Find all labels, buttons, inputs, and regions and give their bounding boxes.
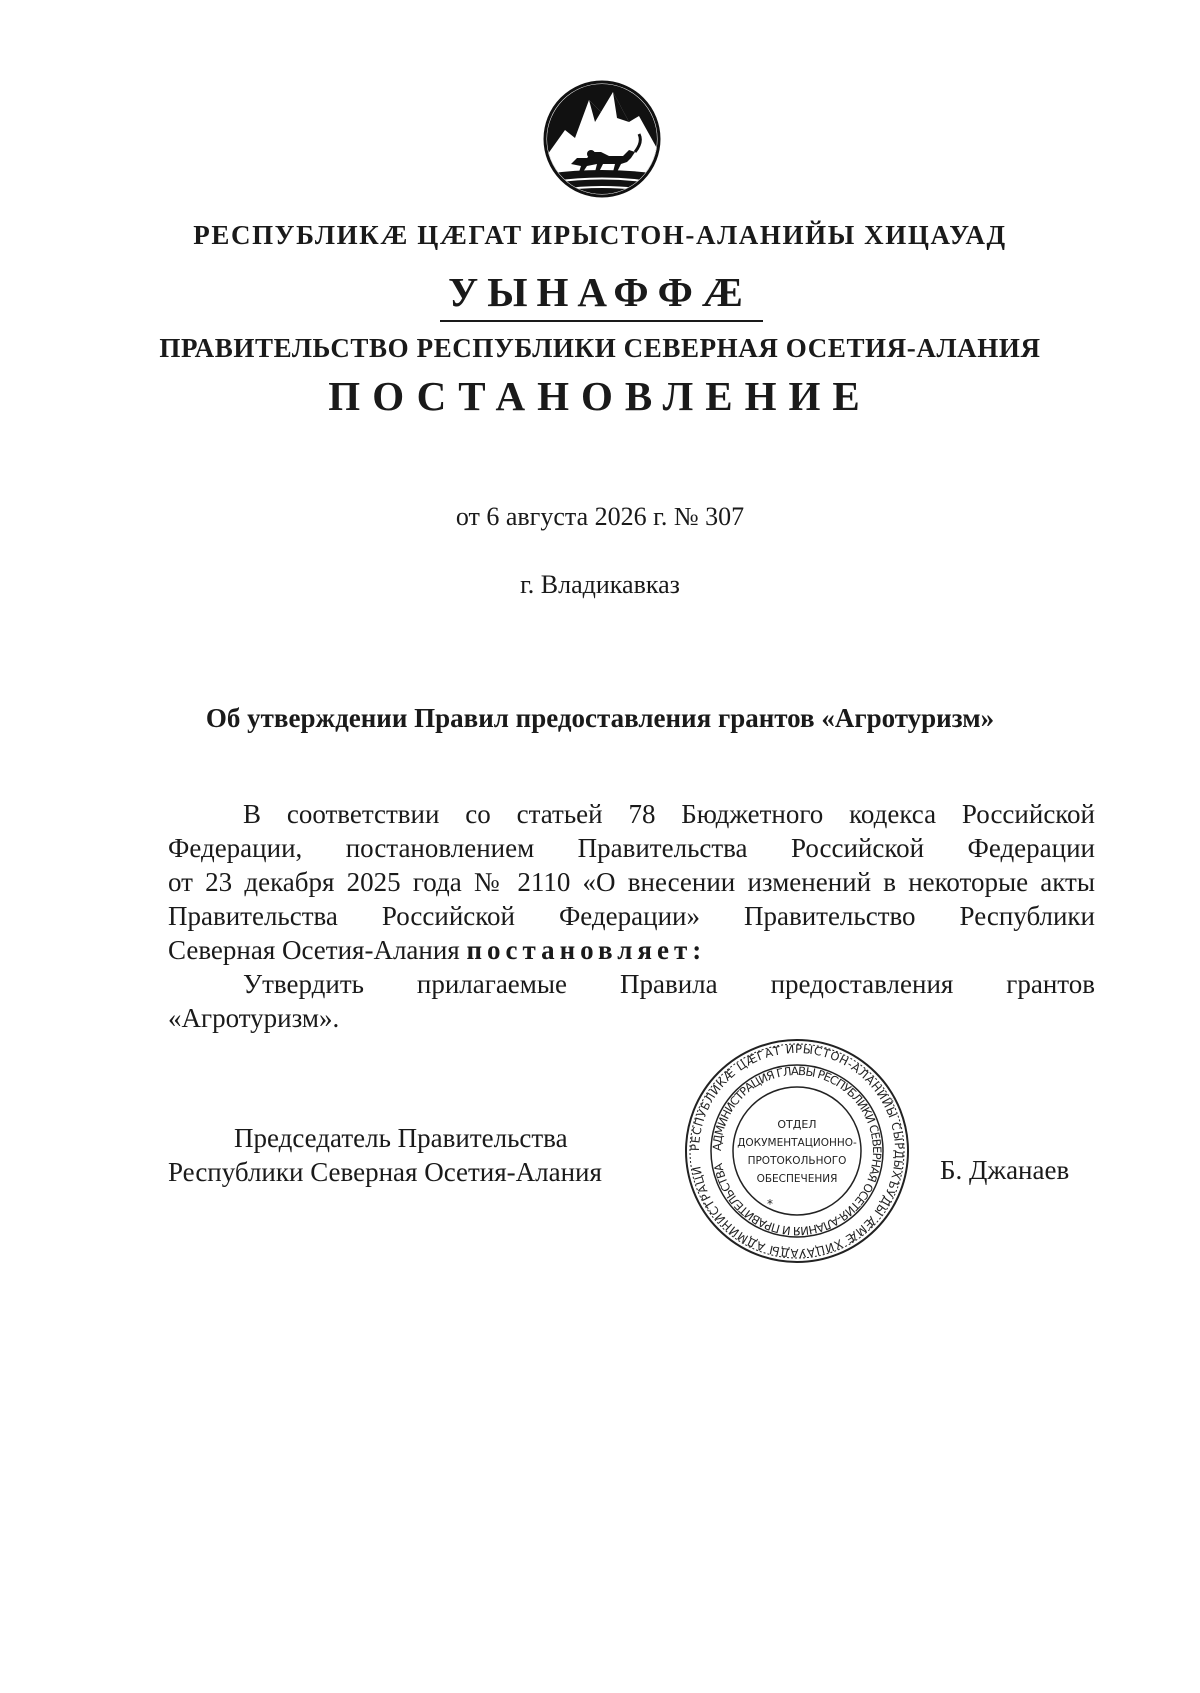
document-date-number: от 6 августа 2026 г. № 307 — [455, 502, 745, 531]
header-divider — [440, 320, 763, 322]
body-line: Правительства Российской Федерации» Правительство Республики — [168, 901, 1095, 931]
ossetian-government-name: РЕСПУБЛИКӔ ЦӔГАТ ИРЫСТОН-АЛАНИЙЫ ХИЦАУАД — [193, 220, 1007, 250]
body-line: от 23 декабря 2025 года № 2110 «О внесении изменений в некоторые акты — [168, 867, 1095, 897]
coat-of-arms-emblem — [543, 78, 661, 200]
body-line-with-emphasis — [168, 933, 1095, 967]
stamp-inner-ring-text: АДМИНИСТРАЦИЯ ГЛАВЫ РЕСПУБЛИКИ СЕВЕРНАЯ ОСЕТИЯ-АЛАНИЯ И ПРАВИТЕЛЬСТВА — [709, 1063, 885, 1239]
official-stamp — [682, 1036, 912, 1266]
body-text: Северная Осетия-Алания — [168, 935, 460, 965]
body-line: В соответствии со статьей 78 Бюджетного кодекса Российской — [243, 799, 1095, 829]
signatory-name: Б. Джанаев — [940, 1155, 1070, 1185]
resolves-emphasis: постановляет: — [466, 935, 707, 965]
body-line: Утвердить прилагаемые Правила предоставления грантов — [243, 969, 1095, 999]
stamp-center-line: ОТДЕЛ — [777, 1118, 817, 1131]
ossetian-document-type: УЫНАФФӔ — [448, 269, 752, 315]
russian-document-type: ПОСТАНОВЛЕНИЕ — [328, 373, 872, 419]
signatory-position-line: Председатель Правительства — [234, 1123, 568, 1153]
document-body — [168, 797, 1095, 1035]
stamp-center-line: ОБЕСПЕЧЕНИЯ — [756, 1173, 838, 1185]
signatory-position-line: Республики Северная Осетия-Алания — [168, 1157, 602, 1187]
stamp-center-line: ПРОТОКОЛЬНОГО — [747, 1155, 847, 1167]
stamp-star-icon: * — [767, 1197, 773, 1211]
russian-government-name: ПРАВИТЕЛЬСТВО РЕСПУБЛИКИ СЕВЕРНАЯ ОСЕТИЯ-АЛАНИЯ — [159, 333, 1041, 363]
stamp-center-line: ДОКУМЕНТАЦИОННО- — [737, 1137, 857, 1149]
body-line: Федерации, постановлением Правительства Российской Федерации — [168, 833, 1095, 863]
signatory-position — [168, 1121, 688, 1189]
stamp-outer-ring-text: РЕСПУБЛИКӔ ЦӔГАТ ИРЫСТОН-АЛАНИЙЫ СЫРДЫХЪУДЫ ӔМӔ ХИЦАУАДЫ АДМИНИСТРАЦИ — [687, 1041, 907, 1261]
document-city: г. Владикавказ — [520, 570, 680, 599]
body-line: «Агротуризм». — [168, 1003, 340, 1033]
document-title: Об утверждении Правил предоставления грантов «Агротуризм» — [205, 703, 995, 733]
